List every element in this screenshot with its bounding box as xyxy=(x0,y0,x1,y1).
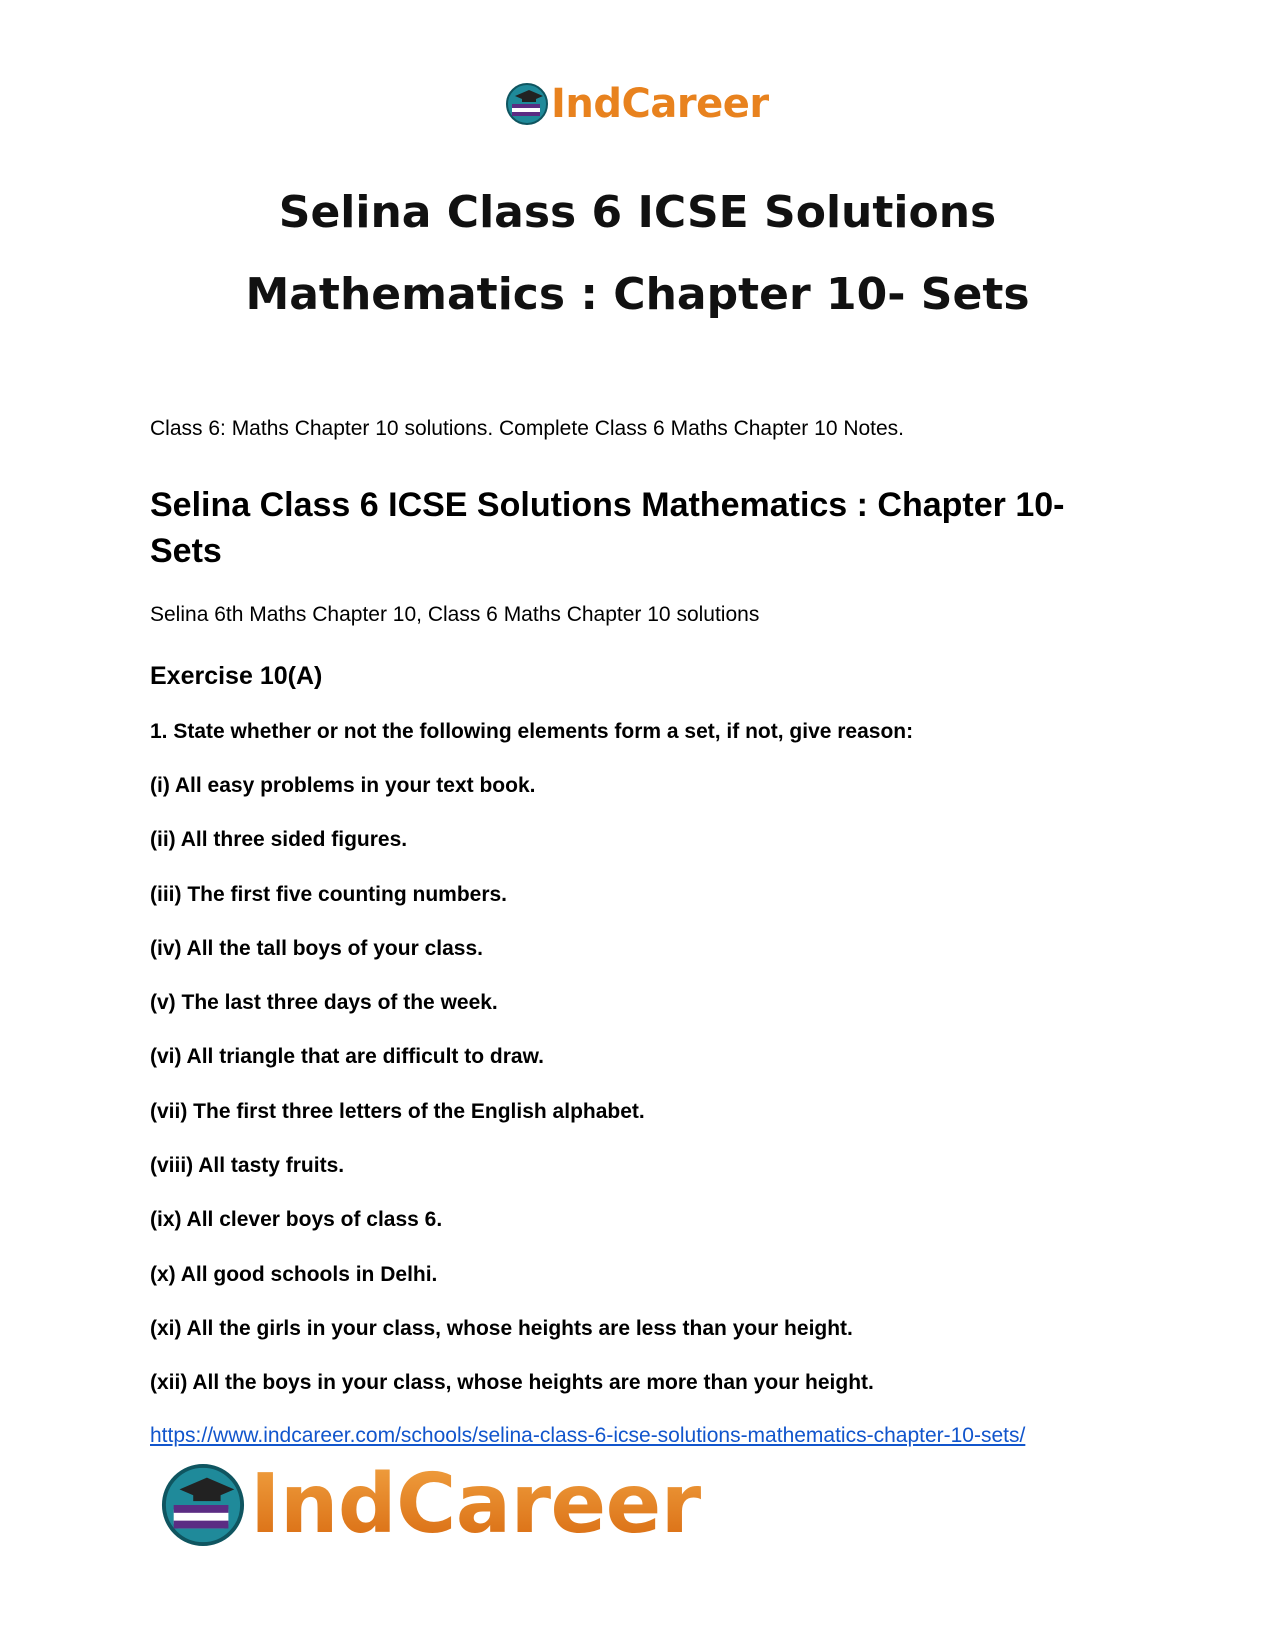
exercise-heading: Exercise 10(A) xyxy=(150,662,323,690)
list-item: (xii) All the boys in your class, whose heights are more than your height. xyxy=(150,1371,874,1394)
list-item: (iii) The first five counting numbers. xyxy=(150,883,508,906)
list-item: (v) The last three days of the week. xyxy=(150,991,498,1014)
question-text: 1. State whether or not the following elements form a set, if not, give reason: xyxy=(150,720,914,743)
header-logo xyxy=(505,82,769,126)
graduation-book-icon xyxy=(160,1462,246,1548)
list-item: (xi) All the girls in your class, whose heights are less than your height. xyxy=(150,1317,853,1340)
list-item: (iv) All the tall boys of your class. xyxy=(150,937,483,960)
list-item: (vi) All triangle that are difficult to draw. xyxy=(150,1045,544,1068)
source-link[interactable]: https://www.indcareer.com/schools/selina-class-6-icse-solutions-mathematics-chapter-10-sets/ xyxy=(150,1424,1026,1447)
list-item: (vii) The first three letters of the English alphabet. xyxy=(150,1100,645,1123)
brand-name: IndCareer xyxy=(551,81,769,127)
list-item: (ii) All three sided figures. xyxy=(150,828,408,851)
list-item: (viii) All tasty fruits. xyxy=(150,1154,345,1177)
section-subtitle: Selina 6th Maths Chapter 10, Class 6 Maths Chapter 10 solutions xyxy=(150,603,760,626)
graduation-book-icon xyxy=(505,82,549,126)
intro-text: Class 6: Maths Chapter 10 solutions. Complete Class 6 Maths Chapter 10 Notes. xyxy=(150,417,905,440)
footer-logo xyxy=(160,1457,701,1552)
section-heading: Selina Class 6 ICSE Solutions Mathematics : Chapter 10- Sets xyxy=(150,486,1065,570)
list-item: (i) All easy problems in your text book. xyxy=(150,774,536,797)
list-item: (x) All good schools in Delhi. xyxy=(150,1263,438,1286)
brand-name: IndCareer xyxy=(250,1457,701,1552)
page-title: Selina Class 6 ICSE Solutions Mathematics : Chapter 10- Sets xyxy=(245,187,1030,320)
list-item: (ix) All clever boys of class 6. xyxy=(150,1208,443,1231)
